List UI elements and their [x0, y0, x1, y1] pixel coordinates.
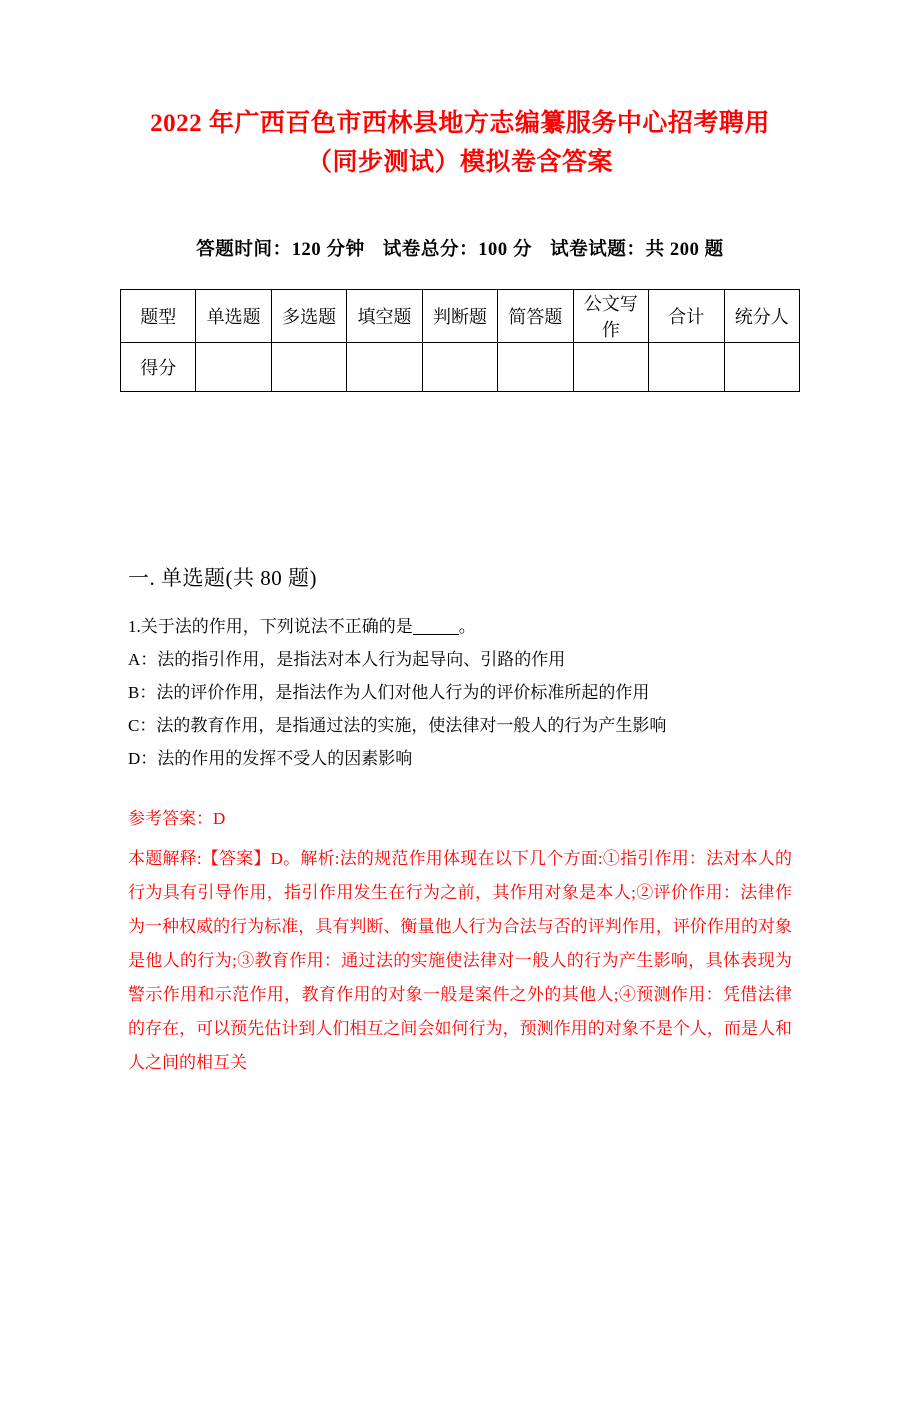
score-table-header-2: 多选题 — [271, 289, 346, 342]
table-row-score — [121, 342, 800, 391]
question-stem-suffix: 。 — [458, 616, 476, 636]
answer-explanation: 本题解释:【答案】D。解析:法的规范作用体现在以下几个方面:①指引作用：法对本人的行为具有引导作用，指引作用发生在行为之前，其作用对象是本人;②评价作用：法律作为一种权威的行为标准，具有判断、衡量他人行为合法与否的评判作用，评价作用的对象是他人的行为;③教育作用：通过法的实施使法律对一般人的行为产生影响，具体表现为警示作用和示范作用，教育作用的对象一般是案件之外的其他人;④预测作用：凭借法律的存在，可以预先估计到人们相互之间会如何行为，预测作用的对象不是个人，而是人和人之间的相互关 — [128, 848, 792, 1072]
score-cell-7 — [724, 342, 800, 391]
page-title: 2022 年广西百色市西林县地方志编纂服务中心招考聘用（同步测试）模拟卷含答案 — [150, 110, 770, 176]
score-cell-1 — [271, 342, 346, 391]
score-row-label: 得分 — [121, 342, 196, 391]
score-cell-0 — [196, 342, 271, 391]
exam-total-score: 试卷总分：100 分 — [382, 239, 533, 260]
exam-question-count: 试卷试题：共 200 题 — [550, 239, 724, 260]
document-page — [0, 105, 920, 1407]
score-table-header-8: 统分人 — [724, 289, 800, 342]
score-table-header-6: 公文写作 — [573, 289, 648, 342]
table-row-headers — [121, 289, 800, 342]
score-table-header-5: 简答题 — [498, 289, 573, 342]
exam-meta — [0, 235, 920, 261]
section-heading: 一. 单选题(共 80 题) — [128, 565, 317, 590]
score-table-header-0: 题型 — [121, 289, 196, 342]
score-cell-3 — [422, 342, 497, 391]
score-table-header-7: 合计 — [649, 289, 724, 342]
question-option-c: C：法的教育作用，是指通过法的实施，使法律对一般人的行为产生影响 — [128, 715, 667, 735]
score-cell-5 — [573, 342, 648, 391]
question-block — [128, 610, 792, 776]
question-option-d: D：法的作用的发挥不受人的因素影响 — [128, 749, 413, 769]
score-cell-4 — [498, 342, 573, 391]
score-table-header-4: 判断题 — [422, 289, 497, 342]
score-table-header-3: 填空题 — [347, 289, 422, 342]
reference-answer: 参考答案：D — [128, 809, 226, 829]
exam-time: 答题时间：120 分钟 — [196, 239, 365, 260]
score-cell-2 — [347, 342, 422, 391]
score-table — [120, 289, 800, 392]
question-stem — [128, 610, 792, 643]
question-blank — [413, 634, 459, 635]
question-option-a: A：法的指引作用，是指法对本人行为起导向、引路的作用 — [128, 649, 566, 669]
question-stem-prefix: 1.关于法的作用，下列说法不正确的是 — [128, 616, 413, 636]
question-option-b: B：法的评价作用，是指法作为人们对他人行为的评价标准所起的作用 — [128, 682, 650, 702]
score-table-header-1: 单选题 — [196, 289, 271, 342]
score-cell-6 — [649, 342, 724, 391]
